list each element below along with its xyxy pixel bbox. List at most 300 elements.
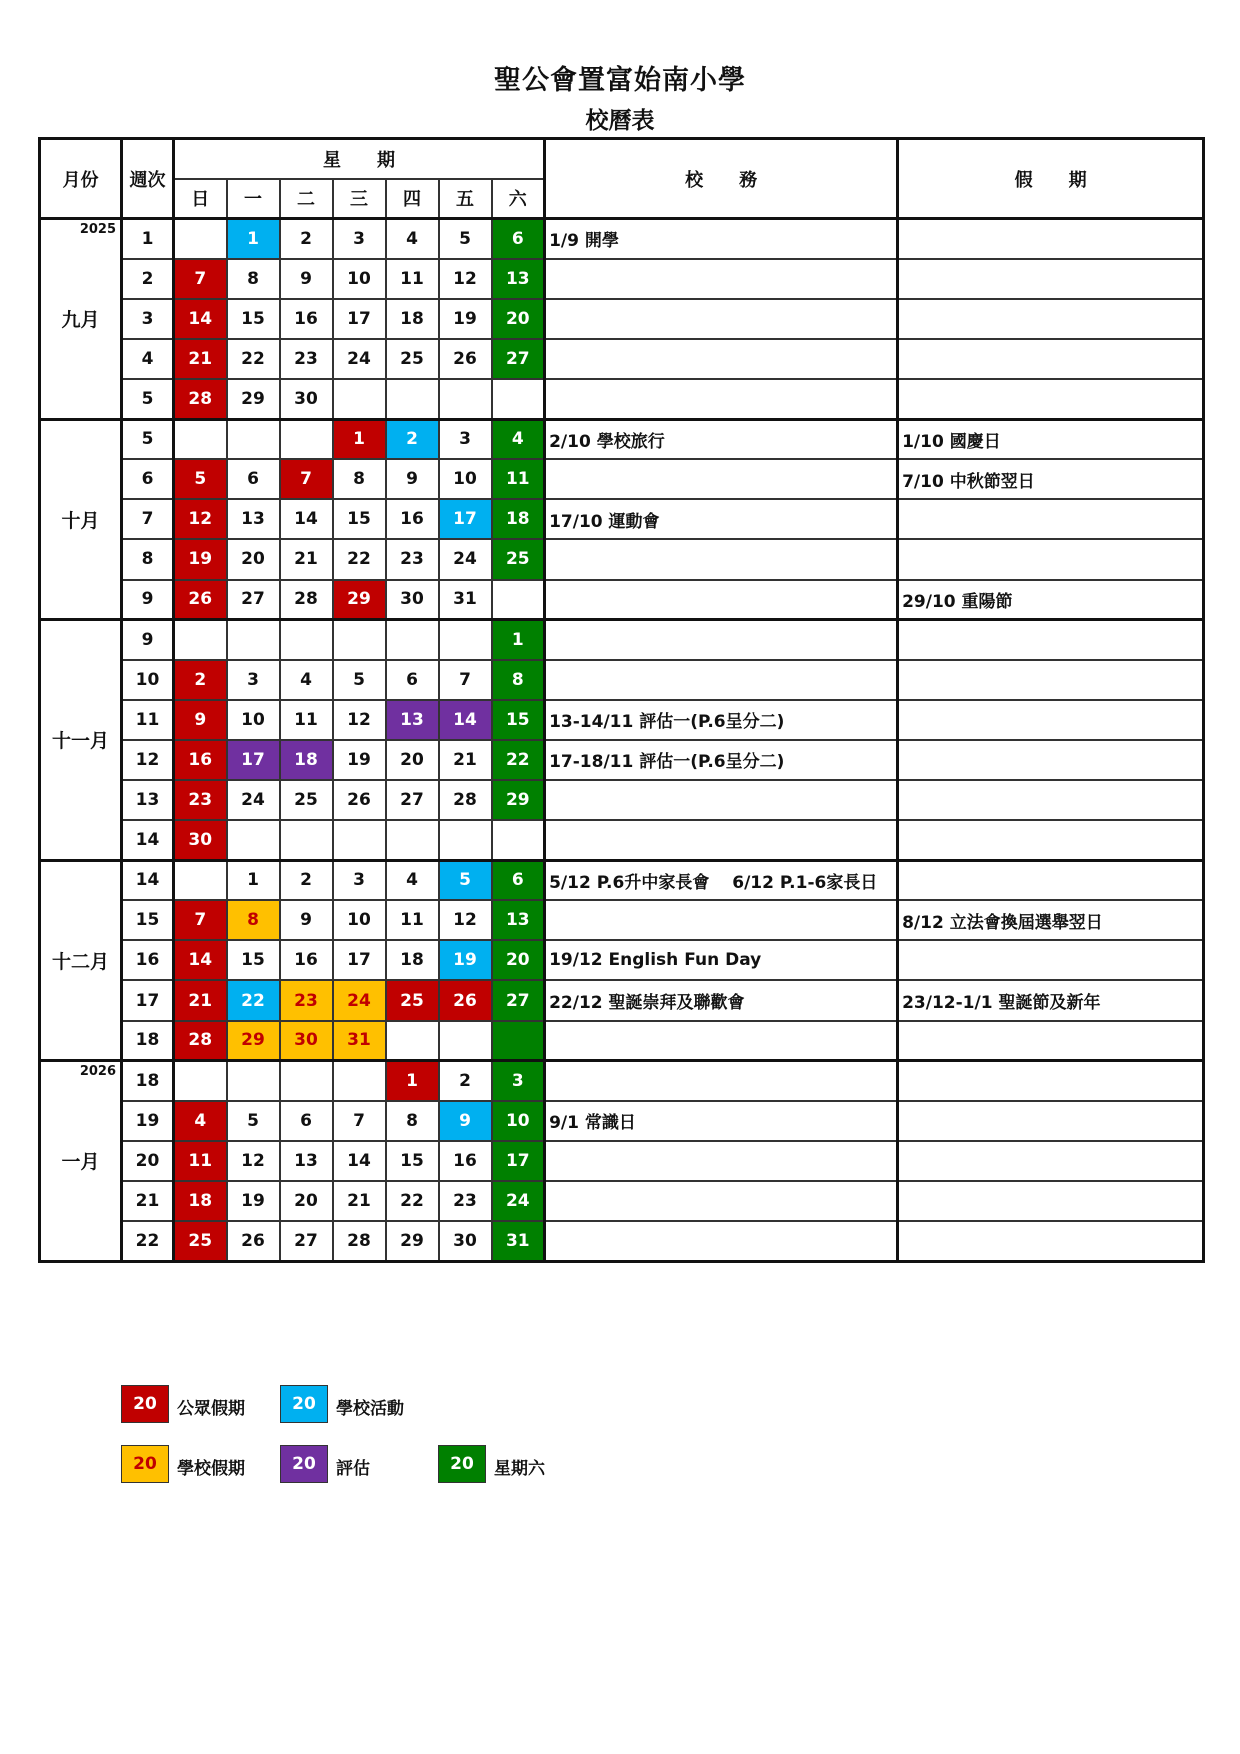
calendar-row — [40, 459, 1204, 499]
day-cell: 22 — [386, 1181, 439, 1221]
school-task — [545, 459, 898, 499]
day-cell: 27 — [227, 580, 280, 620]
day-cell: 23 — [439, 1181, 492, 1221]
day-cell: 27 — [492, 339, 545, 379]
day-cell — [386, 379, 439, 419]
header-week: 週次 — [122, 139, 174, 219]
week-number: 16 — [122, 940, 174, 980]
day-cell — [280, 419, 333, 459]
school-task — [545, 379, 898, 419]
legend-label: 學校活動 — [336, 1399, 404, 1419]
day-cell: 2 — [386, 419, 439, 459]
calendar-row — [40, 379, 1204, 419]
school-task: 13-14/11 評估一(P.6呈分二) — [545, 700, 898, 740]
day-cell: 7 — [280, 459, 333, 499]
school-task — [545, 1141, 898, 1181]
header-weekday-group: 星 期 — [174, 139, 545, 179]
week-number: 11 — [122, 700, 174, 740]
calendar-row — [40, 299, 1204, 339]
day-cell: 1 — [227, 219, 280, 259]
legend-swatch: 20 — [438, 1445, 486, 1483]
day-cell: 14 — [439, 700, 492, 740]
day-cell — [280, 620, 333, 660]
week-number: 19 — [122, 1101, 174, 1141]
calendar-subtitle: 校曆表 — [585, 108, 655, 134]
day-cell — [333, 820, 386, 860]
day-cell: 10 — [333, 900, 386, 940]
school-task: 19/12 English Fun Day — [545, 940, 898, 980]
day-cell: 16 — [174, 740, 227, 780]
holiday — [898, 660, 1204, 700]
school-task: 17-18/11 評估一(P.6呈分二) — [545, 740, 898, 780]
holiday: 8/12 立法會換屆選舉翌日 — [898, 900, 1204, 940]
day-cell — [492, 1021, 545, 1061]
calendar-row — [40, 499, 1204, 539]
week-number: 17 — [122, 980, 174, 1020]
day-cell: 30 — [439, 1221, 492, 1261]
holiday — [898, 820, 1204, 860]
holiday — [898, 1181, 1204, 1221]
day-cell — [386, 1021, 439, 1061]
day-cell: 13 — [280, 1141, 333, 1181]
week-number: 21 — [122, 1181, 174, 1221]
day-cell: 26 — [174, 580, 227, 620]
day-cell: 10 — [492, 1101, 545, 1141]
day-cell: 8 — [333, 459, 386, 499]
school-task — [545, 820, 898, 860]
day-cell: 14 — [280, 499, 333, 539]
month-label — [40, 219, 122, 419]
day-cell — [333, 620, 386, 660]
day-cell: 30 — [174, 820, 227, 860]
day-cell: 7 — [333, 1101, 386, 1141]
header-tasks: 校 務 — [545, 139, 898, 219]
day-cell: 20 — [492, 299, 545, 339]
day-cell: 6 — [492, 219, 545, 259]
day-cell: 2 — [280, 860, 333, 900]
day-cell: 10 — [439, 459, 492, 499]
day-cell: 14 — [174, 299, 227, 339]
day-cell: 16 — [386, 499, 439, 539]
school-task — [545, 780, 898, 820]
day-cell — [492, 379, 545, 419]
week-number: 9 — [122, 580, 174, 620]
day-cell: 22 — [227, 339, 280, 379]
calendar-row — [40, 1021, 1204, 1061]
week-number: 13 — [122, 780, 174, 820]
holiday: 7/10 中秋節翌日 — [898, 459, 1204, 499]
day-cell: 11 — [386, 259, 439, 299]
school-task — [545, 1021, 898, 1061]
day-cell: 18 — [386, 940, 439, 980]
header-day-tue: 二 — [280, 179, 333, 219]
day-cell — [227, 820, 280, 860]
day-cell: 29 — [333, 580, 386, 620]
calendar-row — [40, 339, 1204, 379]
day-cell: 30 — [280, 379, 333, 419]
day-cell: 25 — [174, 1221, 227, 1261]
day-cell: 15 — [492, 700, 545, 740]
school-task — [545, 1181, 898, 1221]
day-cell: 16 — [280, 299, 333, 339]
day-cell: 20 — [492, 940, 545, 980]
day-cell — [280, 820, 333, 860]
header-holidays: 假 期 — [898, 139, 1204, 219]
day-cell: 16 — [439, 1141, 492, 1181]
day-cell — [439, 620, 492, 660]
day-cell: 12 — [333, 700, 386, 740]
day-cell: 26 — [439, 980, 492, 1020]
day-cell: 12 — [227, 1141, 280, 1181]
holiday: 29/10 重陽節 — [898, 580, 1204, 620]
day-cell: 29 — [386, 1221, 439, 1261]
week-number: 4 — [122, 339, 174, 379]
header-day-sun: 日 — [174, 179, 227, 219]
calendar-row — [40, 860, 1204, 900]
day-cell — [174, 620, 227, 660]
day-cell: 10 — [333, 259, 386, 299]
calendar-row — [40, 1221, 1204, 1261]
header-day-fri: 五 — [439, 179, 492, 219]
calendar-row — [40, 740, 1204, 780]
month-label — [40, 419, 122, 619]
school-task — [545, 660, 898, 700]
day-cell: 19 — [174, 539, 227, 579]
school-task — [545, 1061, 898, 1101]
day-cell — [227, 419, 280, 459]
day-cell: 8 — [227, 900, 280, 940]
day-cell — [227, 620, 280, 660]
day-cell: 2 — [280, 219, 333, 259]
week-number: 14 — [122, 820, 174, 860]
month-label — [40, 860, 122, 1060]
day-cell: 5 — [333, 660, 386, 700]
day-cell: 5 — [227, 1101, 280, 1141]
day-cell: 23 — [280, 339, 333, 379]
day-cell: 14 — [174, 940, 227, 980]
day-cell: 8 — [492, 660, 545, 700]
day-cell: 7 — [439, 660, 492, 700]
day-cell: 28 — [439, 780, 492, 820]
day-cell: 13 — [492, 259, 545, 299]
day-cell: 22 — [492, 740, 545, 780]
day-cell: 19 — [439, 299, 492, 339]
holiday: 23/12-1/1 聖誕節及新年 — [898, 980, 1204, 1020]
calendar-row — [40, 980, 1204, 1020]
school-name: 聖公會置富始南小學 — [494, 65, 746, 96]
day-cell: 19 — [227, 1181, 280, 1221]
calendar-row — [40, 1101, 1204, 1141]
holiday — [898, 339, 1204, 379]
holiday — [898, 860, 1204, 900]
day-cell — [174, 419, 227, 459]
day-cell: 16 — [280, 940, 333, 980]
month-name: 十二月 — [51, 950, 109, 973]
week-number: 6 — [122, 459, 174, 499]
day-cell: 8 — [227, 259, 280, 299]
day-cell: 17 — [492, 1141, 545, 1181]
day-cell: 13 — [492, 900, 545, 940]
day-cell: 21 — [439, 740, 492, 780]
calendar-row — [40, 780, 1204, 820]
day-cell: 28 — [174, 1021, 227, 1061]
week-number: 3 — [122, 299, 174, 339]
day-cell — [492, 820, 545, 860]
holiday — [898, 1021, 1204, 1061]
calendar-row — [40, 1181, 1204, 1221]
day-cell: 5 — [439, 219, 492, 259]
calendar-row — [40, 700, 1204, 740]
month-label — [40, 1061, 122, 1261]
legend-swatch: 20 — [280, 1445, 328, 1483]
holiday — [898, 1101, 1204, 1141]
day-cell: 23 — [280, 980, 333, 1020]
day-cell — [492, 580, 545, 620]
day-cell — [386, 620, 439, 660]
school-task — [545, 539, 898, 579]
day-cell: 31 — [492, 1221, 545, 1261]
day-cell: 2 — [174, 660, 227, 700]
day-cell: 9 — [280, 259, 333, 299]
day-cell: 4 — [174, 1101, 227, 1141]
holiday — [898, 1221, 1204, 1261]
day-cell — [174, 1061, 227, 1101]
day-cell: 15 — [227, 940, 280, 980]
day-cell: 11 — [386, 900, 439, 940]
school-task: 5/12 P.6升中家長會 6/12 P.1-6家長日 — [545, 860, 898, 900]
day-cell: 5 — [439, 860, 492, 900]
day-cell — [174, 219, 227, 259]
day-cell: 28 — [280, 580, 333, 620]
school-task — [545, 620, 898, 660]
header-day-mon: 一 — [227, 179, 280, 219]
day-cell: 17 — [227, 740, 280, 780]
week-number: 7 — [122, 499, 174, 539]
school-task — [545, 1221, 898, 1261]
legend-swatch: 20 — [280, 1385, 328, 1423]
month-name: 九月 — [61, 309, 100, 332]
day-cell: 7 — [174, 900, 227, 940]
day-cell: 4 — [492, 419, 545, 459]
school-task: 1/9 開學 — [545, 219, 898, 259]
week-number: 20 — [122, 1141, 174, 1181]
header-day-thu: 四 — [386, 179, 439, 219]
calendar-row — [40, 620, 1204, 660]
holiday — [898, 299, 1204, 339]
day-cell: 2 — [439, 1061, 492, 1101]
school-task — [545, 900, 898, 940]
day-cell: 17 — [439, 499, 492, 539]
day-cell: 9 — [174, 700, 227, 740]
day-cell: 11 — [280, 700, 333, 740]
school-task: 22/12 聖誕崇拜及聯歡會 — [545, 980, 898, 1020]
calendar-row — [40, 1141, 1204, 1181]
day-cell: 15 — [227, 299, 280, 339]
day-cell: 18 — [492, 499, 545, 539]
day-cell: 26 — [333, 780, 386, 820]
day-cell: 9 — [439, 1101, 492, 1141]
day-cell: 6 — [227, 459, 280, 499]
day-cell: 11 — [492, 459, 545, 499]
day-cell: 24 — [439, 539, 492, 579]
day-cell: 3 — [439, 419, 492, 459]
day-cell: 20 — [227, 539, 280, 579]
week-number: 15 — [122, 900, 174, 940]
day-cell: 27 — [280, 1221, 333, 1261]
day-cell — [174, 860, 227, 900]
day-cell: 6 — [280, 1101, 333, 1141]
week-number: 18 — [122, 1021, 174, 1061]
month-name: 十一月 — [51, 730, 109, 753]
holiday — [898, 700, 1204, 740]
day-cell — [227, 1061, 280, 1101]
calendar-row — [40, 660, 1204, 700]
day-cell: 9 — [386, 459, 439, 499]
header-day-wed: 三 — [333, 179, 386, 219]
week-number: 9 — [122, 620, 174, 660]
year-label: 2026 — [79, 1064, 116, 1080]
holiday — [898, 940, 1204, 980]
day-cell: 1 — [492, 620, 545, 660]
day-cell: 4 — [386, 860, 439, 900]
day-cell: 14 — [333, 1141, 386, 1181]
day-cell: 7 — [174, 259, 227, 299]
day-cell: 1 — [386, 1061, 439, 1101]
day-cell: 25 — [386, 980, 439, 1020]
day-cell: 31 — [439, 580, 492, 620]
legend-swatch: 20 — [121, 1445, 169, 1483]
calendar-row — [40, 539, 1204, 579]
day-cell: 21 — [174, 339, 227, 379]
week-number: 5 — [122, 419, 174, 459]
day-cell: 17 — [333, 940, 386, 980]
school-task — [545, 259, 898, 299]
calendar-row — [40, 900, 1204, 940]
day-cell: 21 — [333, 1181, 386, 1221]
legend-label: 星期六 — [494, 1459, 545, 1479]
day-cell: 25 — [492, 539, 545, 579]
holiday — [898, 219, 1204, 259]
day-cell: 27 — [492, 980, 545, 1020]
day-cell: 26 — [439, 339, 492, 379]
calendar-row — [40, 1061, 1204, 1101]
day-cell: 20 — [280, 1181, 333, 1221]
calendar-row — [40, 259, 1204, 299]
week-number: 8 — [122, 539, 174, 579]
holiday — [898, 259, 1204, 299]
day-cell: 23 — [386, 539, 439, 579]
day-cell: 13 — [386, 700, 439, 740]
day-cell — [439, 379, 492, 419]
calendar-row — [40, 419, 1204, 459]
day-cell: 23 — [174, 780, 227, 820]
day-cell: 19 — [439, 940, 492, 980]
day-cell — [280, 1061, 333, 1101]
holiday — [898, 539, 1204, 579]
calendar-row — [40, 580, 1204, 620]
week-number: 10 — [122, 660, 174, 700]
day-cell: 26 — [227, 1221, 280, 1261]
day-cell: 29 — [227, 379, 280, 419]
day-cell: 31 — [333, 1021, 386, 1061]
header-month: 月份 — [40, 139, 122, 219]
day-cell: 17 — [333, 299, 386, 339]
day-cell: 3 — [333, 219, 386, 259]
day-cell: 1 — [333, 419, 386, 459]
day-cell: 24 — [333, 980, 386, 1020]
holiday — [898, 780, 1204, 820]
day-cell: 18 — [280, 740, 333, 780]
school-task: 2/10 學校旅行 — [545, 419, 898, 459]
week-number: 18 — [122, 1061, 174, 1101]
day-cell — [386, 820, 439, 860]
header-day-sat: 六 — [492, 179, 545, 219]
day-cell: 1 — [227, 860, 280, 900]
day-cell: 15 — [386, 1141, 439, 1181]
day-cell: 24 — [333, 339, 386, 379]
school-task — [545, 580, 898, 620]
year-label: 2025 — [79, 222, 116, 238]
day-cell: 25 — [280, 780, 333, 820]
week-number: 5 — [122, 379, 174, 419]
day-cell: 11 — [174, 1141, 227, 1181]
day-cell: 21 — [174, 980, 227, 1020]
day-cell: 10 — [227, 700, 280, 740]
day-cell: 12 — [174, 499, 227, 539]
day-cell — [333, 379, 386, 419]
holiday — [898, 499, 1204, 539]
day-cell — [439, 1021, 492, 1061]
month-name: 一月 — [61, 1151, 100, 1174]
school-calendar-table — [38, 137, 1205, 1263]
day-cell: 15 — [333, 499, 386, 539]
week-number: 12 — [122, 740, 174, 780]
day-cell: 22 — [333, 539, 386, 579]
day-cell: 12 — [439, 900, 492, 940]
legend-swatch: 20 — [121, 1385, 169, 1423]
day-cell: 29 — [227, 1021, 280, 1061]
day-cell — [439, 820, 492, 860]
holiday — [898, 1141, 1204, 1181]
week-number: 14 — [122, 860, 174, 900]
school-task — [545, 339, 898, 379]
day-cell: 22 — [227, 980, 280, 1020]
month-name: 十月 — [61, 509, 100, 532]
day-cell: 29 — [492, 780, 545, 820]
week-number: 1 — [122, 219, 174, 259]
day-cell: 5 — [174, 459, 227, 499]
day-cell: 24 — [492, 1181, 545, 1221]
school-task — [545, 299, 898, 339]
day-cell: 20 — [386, 740, 439, 780]
day-cell: 4 — [386, 219, 439, 259]
day-cell: 24 — [227, 780, 280, 820]
day-cell: 13 — [227, 499, 280, 539]
holiday — [898, 740, 1204, 780]
day-cell: 18 — [174, 1181, 227, 1221]
month-label — [40, 620, 122, 861]
day-cell: 8 — [386, 1101, 439, 1141]
day-cell: 25 — [386, 339, 439, 379]
day-cell: 6 — [492, 860, 545, 900]
holiday: 1/10 國慶日 — [898, 419, 1204, 459]
day-cell: 9 — [280, 900, 333, 940]
day-cell: 4 — [280, 660, 333, 700]
day-cell: 6 — [386, 660, 439, 700]
calendar-row — [40, 820, 1204, 860]
day-cell: 3 — [333, 860, 386, 900]
day-cell: 3 — [227, 660, 280, 700]
